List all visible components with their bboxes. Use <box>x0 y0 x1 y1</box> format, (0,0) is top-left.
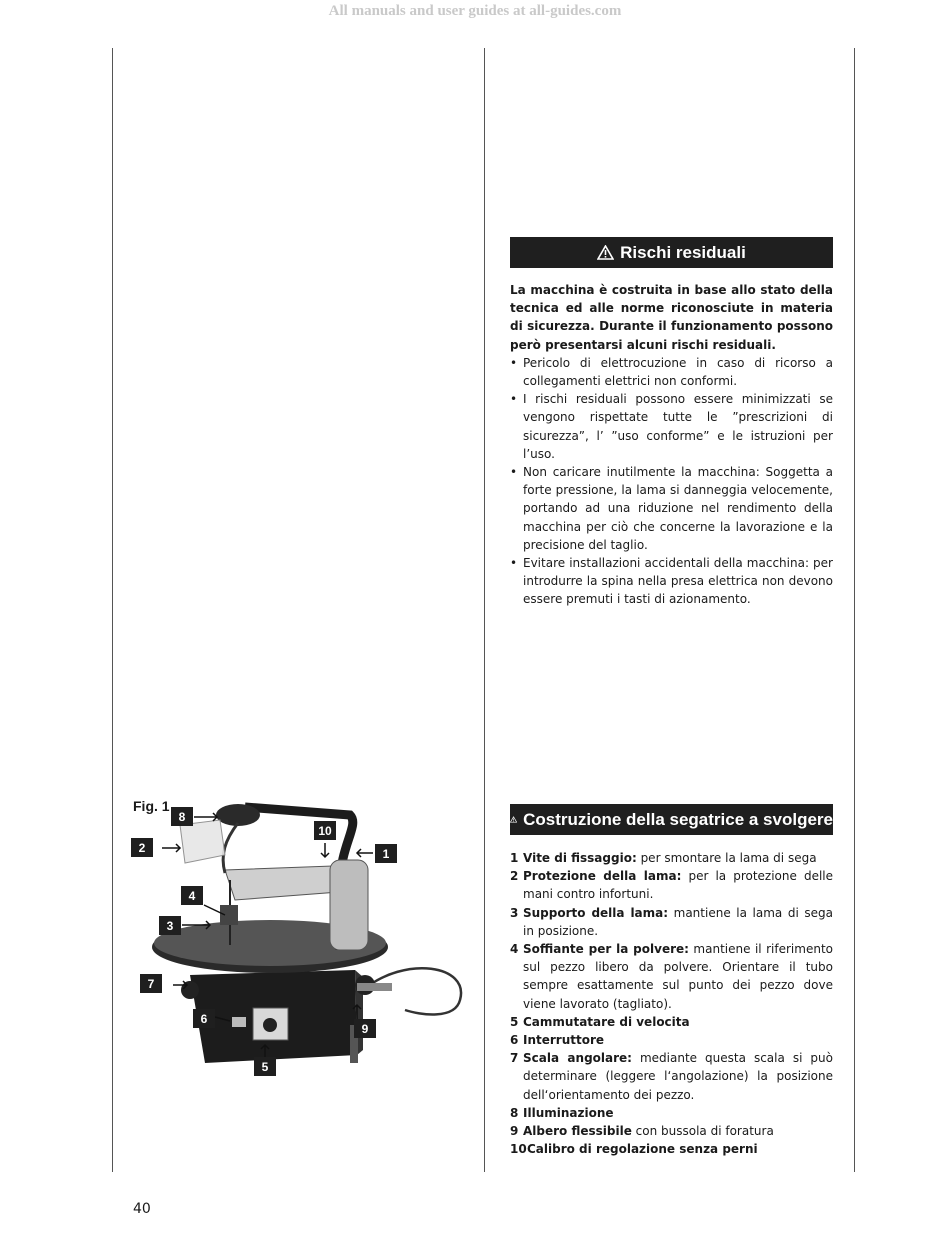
column-rule-right <box>854 48 855 1172</box>
residual-risks-intro: La macchina è costruita in base allo stato della tecnica ed alle norme riconosciute in materia di sicurezza. Durante il funzionamento possono però presentarsi alcuni rischi residuali. <box>510 283 833 352</box>
callout-3: 3 <box>159 916 181 935</box>
column-rule-left <box>112 48 113 1172</box>
scroll-saw-illustration <box>125 795 470 1085</box>
figure-label: Fig. 1 <box>133 798 170 814</box>
parts-list <box>510 849 833 1158</box>
callout-7: 7 <box>140 974 162 993</box>
list-item: 2 Protezione della lama: per la protezione delle mani contro infortuni. <box>510 869 834 902</box>
callout-5: 5 <box>254 1057 276 1076</box>
warning-icon <box>597 245 614 260</box>
list-item: 8 Illuminazione <box>510 1105 614 1120</box>
list-item: 1 Vite di fissaggio: per smontare la lama di sega <box>510 851 817 865</box>
list-item: 7 Scala angolare: mediante questa scala si può determinare (leggere l‘angolazione) la posizione dell‘orientamento dei pezzo. <box>510 1051 833 1102</box>
callout-1: 1 <box>375 844 397 863</box>
watermark: All manuals and user guides at all-guides.com <box>328 3 622 19</box>
residual-risks-body <box>510 281 833 609</box>
list-item: • I rischi residuali possono essere minimizzati se vengono rispettate tutte le ”prescrizioni di sicurezza”, l’ ”uso conforme” e le istruzioni per l’uso. <box>510 392 833 461</box>
column-rule-middle <box>484 48 485 1172</box>
callout-2: 2 <box>131 838 153 857</box>
list-item: • Pericolo di elettrocuzione in caso di ricorso a collegamenti elettrici non conformi. <box>510 355 833 389</box>
callout-4: 4 <box>181 886 203 905</box>
construction-body <box>510 849 833 1158</box>
list-item: 10 Calibro di regolazione senza perni <box>510 1142 758 1157</box>
list-item: 5 Cammutatare di velocita <box>510 1014 690 1029</box>
page-number: 40 <box>133 1201 151 1217</box>
construction-heading <box>510 804 833 835</box>
callout-8: 8 <box>171 807 193 826</box>
residual-risks-title: Rischi residuali <box>620 242 746 262</box>
residual-risks-heading <box>510 237 833 268</box>
list-item: 3 Supporto della lama: mantiene la lama di sega in posizione. <box>510 905 833 938</box>
list-item: • Evitare installazioni accidentali della macchina: per introdurre la spina nella presa elettrica non devono essere premuti i tasti di azionamento. <box>510 556 833 607</box>
list-item: 9 Albero flessibile con bussola di foratura <box>510 1124 774 1139</box>
list-item: 6 Interruttore <box>510 1033 605 1048</box>
construction-title: Costruzione della segatrice a svolgere <box>523 809 833 829</box>
list-item: • Non caricare inutilmente la macchina: Soggetta a forte pressione, la lama si danneggia velocemente, portando ad una riduzione nel rendimento della macchina per ciò che concerne la lavorazione e la precisione del taglio. <box>510 465 833 552</box>
callout-9: 9 <box>354 1019 376 1038</box>
scroll-saw-figure <box>125 795 470 1085</box>
residual-risks-list <box>510 354 833 609</box>
warning-icon <box>510 812 517 827</box>
list-item: 4 Soffiante per la polvere: mantiene il riferimento sul pezzo libero da polvere. Orientare il tubo sempre esattamente sul punto dei pezzo dove viene lavorato (tagliato). <box>510 942 833 1011</box>
callout-10: 10 <box>314 821 336 840</box>
callout-6: 6 <box>193 1009 215 1028</box>
